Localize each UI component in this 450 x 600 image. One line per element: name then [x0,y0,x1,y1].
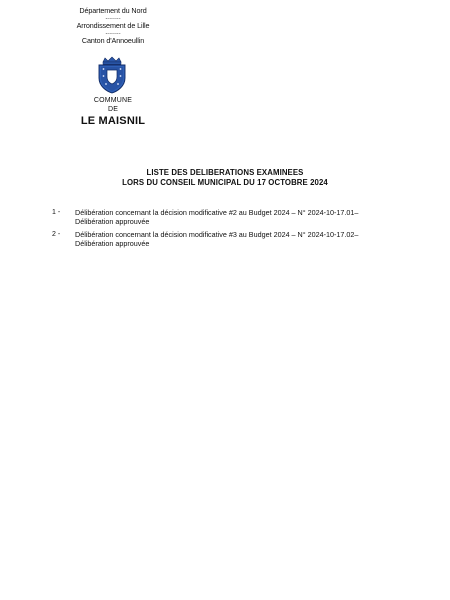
deliberation-list [0,208,450,252]
administrative-header [52,6,174,45]
crown-icon [103,57,121,64]
department-line: Département du Nord [79,6,147,15]
item-number: 1 - [52,209,61,216]
header-separator: ........ [105,14,121,21]
commune-de-label: DE [107,106,119,113]
item-description: Délibération concernant la décision modificative #3 au Budget 2024 – N° 2024-10-17.02– [75,230,359,239]
item-description: Délibération concernant la décision modificative #2 au Budget 2024 – N° 2024-10-17.01– [75,208,359,217]
item-status: Délibération approuvée [75,217,150,226]
item-number: 2 - [52,231,61,238]
list-item [0,208,450,230]
arrondissement-line: Arrondissement de Lille [76,21,150,30]
commune-label: COMMUNE [93,97,133,104]
item-status: Délibération approuvée [75,239,150,248]
item-text [75,208,415,226]
commune-block [52,96,174,128]
commune-name: LE MAISNIL [80,115,146,127]
document-title [60,168,390,188]
list-item [0,230,450,252]
item-text [75,230,415,248]
title-line-2: LORS DU CONSEIL MUNICIPAL DU 17 OCTOBRE 2024 [122,178,328,187]
title-line-1: LISTE DES DELIBERATIONS EXAMINEES [146,168,304,177]
shield-icon [99,65,125,93]
canton-line: Canton d'Annoeullin [81,36,145,45]
coat-of-arms-icon [96,56,128,94]
header-separator: ........ [105,29,121,36]
